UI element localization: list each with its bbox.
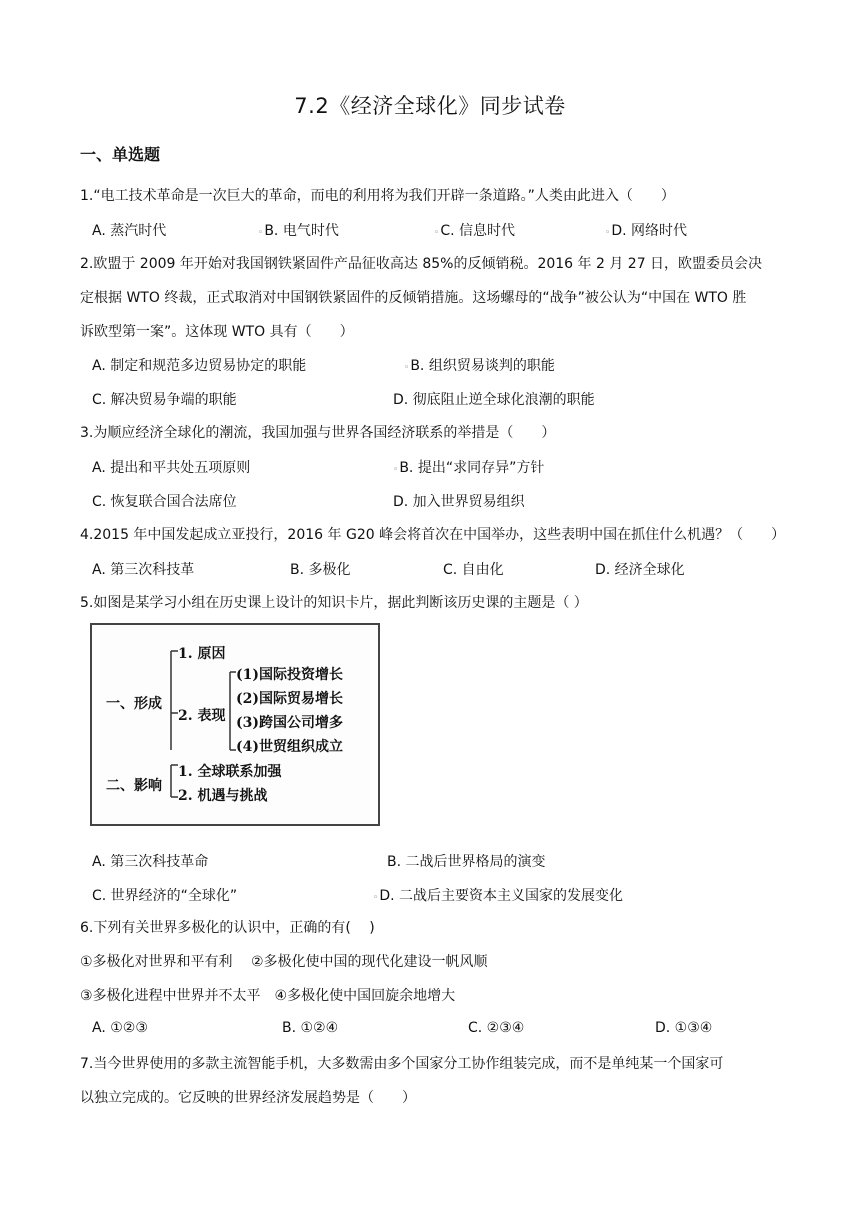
bullet-dot-icon: ◦ — [258, 228, 264, 238]
q6-option-c: C. ②③④ — [468, 1020, 525, 1036]
card-impact-item: 1. 全球联系加强 — [178, 764, 282, 780]
q4-option-c: C. 自由化 — [443, 562, 504, 578]
q5-option-d: ◦D. 二战后主要资本主义国家的发展变化 — [373, 888, 623, 904]
q7-stem-line: 以独立完成的。它反映的世界经济发展趋势是（ ） — [80, 1090, 416, 1106]
bullet-dot-icon: ◦ — [434, 228, 440, 238]
q2-option-d: D. 彻底阻止逆全球化浪潮的职能 — [393, 392, 595, 408]
q2-stem-line: 诉欧型第一案”。这体现 WTO 具有（ ） — [80, 324, 354, 340]
bullet-dot-icon: ◦ — [393, 465, 399, 475]
q1-option-c: ◦C. 信息时代 — [434, 223, 515, 239]
card-item: (2)国际贸易增长 — [236, 691, 343, 707]
question-4-stem: 4.2015 年中国发起成立亚投行，2016 年 G20 峰会将首次在中国举办，这些表明中国在抓住什么机遇？（ ） — [80, 527, 786, 543]
q6-option-d: D. ①③④ — [655, 1020, 713, 1036]
bullet-dot-icon: ◦ — [605, 228, 611, 238]
q6-statement-line: ①多极化对世界和平有利 ②多极化使中国的现代化建设一帆风顺 — [80, 954, 488, 970]
knowledge-card-image — [90, 623, 380, 826]
q6-option-b: B. ①②④ — [282, 1020, 339, 1036]
q3-option-a: A. 提出和平共处五项原则 — [92, 460, 251, 476]
bullet-dot-icon: ◦ — [404, 363, 410, 373]
q4-option-b: B. 多极化 — [290, 562, 351, 578]
question-5-stem: 5.如图是某学习小组在历史课上设计的知识卡片，据此判断该历史课的主题是（ ） — [80, 595, 588, 611]
card-impact-label: 二、影响 — [106, 778, 162, 794]
question-7-stem — [80, 1047, 780, 1115]
question-6-stem: 6.下列有关世界多极化的认识中，正确的有( ) — [80, 920, 375, 936]
card-item: (1)国际投资增长 — [236, 667, 343, 683]
card-item: (3)跨国公司增多 — [236, 715, 343, 731]
q2-stem-line: 定根据 WTO 终裁，正式取消对中国钢铁紧固件的反倾销措施。这场螺母的“战争”被公认为“中国在 WTO 胜 — [80, 290, 747, 306]
q5-option-b: B. 二战后世界格局的演变 — [387, 854, 546, 870]
q2-stem-line: 2.欧盟于 2009 年开始对我国钢铁紧固件产品征收高达 85%的反倾销税。2016 年 2 月 27 日，欧盟委员会决 — [80, 256, 763, 272]
q2-option-a: A. 制定和规范多边贸易协定的职能 — [92, 358, 307, 374]
card-impact-item: 2. 机遇与挑战 — [178, 788, 268, 804]
q3-option-c: C. 恢复联合国合法席位 — [92, 494, 237, 510]
q3-option-d: D. 加入世界贸易组织 — [393, 494, 525, 510]
card-item: (4)世贸组织成立 — [236, 739, 343, 755]
q2-option-b: ◦B. 组织贸易谈判的职能 — [404, 358, 555, 374]
question-2-stem — [80, 247, 780, 349]
page-title: 7.2《经济全球化》同步试卷 — [294, 94, 566, 118]
q7-stem-line: 7.当今世界使用的多款主流智能手机，大多数需由多个国家分工协作组装完成，而不是单纯某一个国家可 — [80, 1056, 724, 1072]
bullet-dot-icon: ◦ — [373, 893, 379, 903]
q4-option-a: A. 第三次科技革 — [92, 562, 195, 578]
q6-option-a: A. ①②③ — [92, 1020, 148, 1036]
question-1-stem: 1.“电工技术革命是一次巨大的革命，而电的利用将为我们开辟一条道路。”人类由此进入（ ） — [80, 188, 675, 204]
section-heading: 一、单选题 — [80, 145, 161, 164]
card-formation-label: 一、形成 — [106, 696, 162, 712]
q1-option-d: ◦D. 网络时代 — [605, 223, 687, 239]
q2-option-c: C. 解决贸易争端的职能 — [92, 392, 237, 408]
q5-option-a: A. 第三次科技革命 — [92, 854, 209, 870]
q3-option-b: ◦B. 提出“求同存异”方针 — [393, 460, 545, 476]
card-performance-label: 2. 表现 — [178, 708, 226, 724]
q4-option-d: D. 经济全球化 — [595, 562, 685, 578]
q5-option-c: C. 世界经济的“全球化” — [92, 888, 238, 904]
question-3-stem: 3.为顺应经济全球化的潮流，我国加强与世界各国经济联系的举措是（ ） — [80, 425, 556, 441]
card-cause-label: 1. 原因 — [178, 646, 226, 662]
q1-option-b: ◦B. 电气时代 — [258, 223, 339, 239]
q1-option-a: A. 蒸汽时代 — [92, 223, 167, 239]
q6-statement-line: ③多极化进程中世界并不太平 ④多极化使中国回旋余地增大 — [80, 988, 456, 1004]
